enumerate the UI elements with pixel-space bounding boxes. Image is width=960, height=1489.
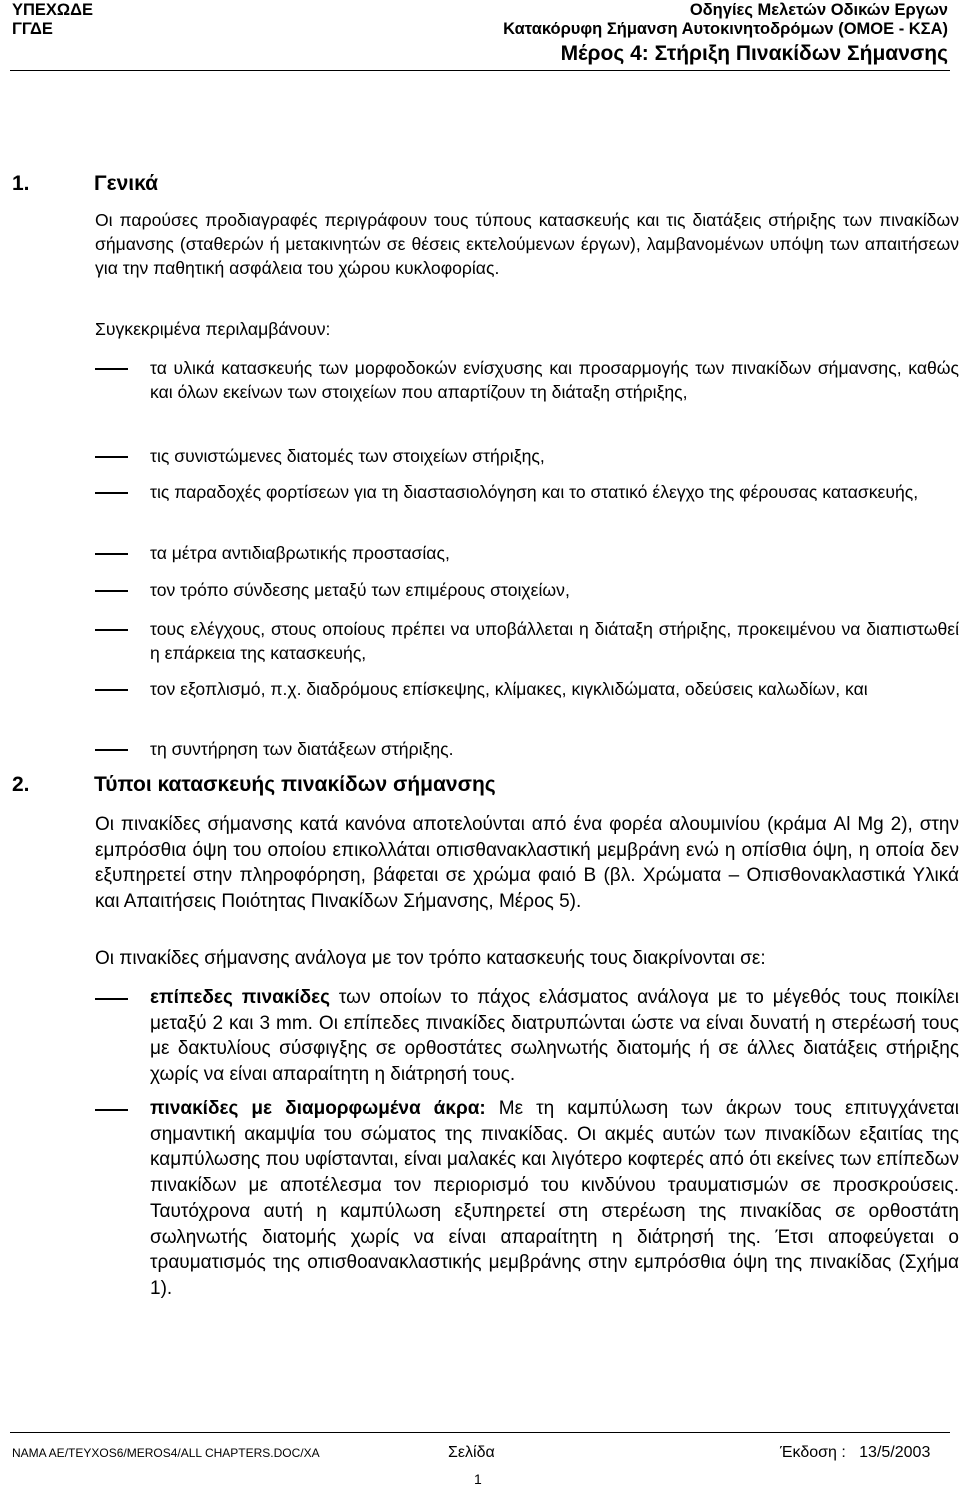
list-item-text: τη συντήρηση των διατάξεων στήριξης. xyxy=(150,739,454,759)
dash-bullet xyxy=(95,456,128,458)
list-item xyxy=(95,356,959,404)
footer-page-label: Σελίδα xyxy=(448,1444,495,1461)
dash-bullet xyxy=(95,492,128,494)
header-subtitle: Κατακόρυφη Σήμανση Αυτοκινητοδρόμων (ΟΜΟΕ - ΚΣΑ) xyxy=(503,20,948,38)
list-item-description: των οποίων το πάχος ελάσματος ανάλογα με το μέγεθός τους ποικίλει μεταξύ 2 και 3 mm. Οι επίπεδες πινακίδες διατρυπώνται ώστε να είναι δυνατή η στερέωσή τους με δακτυλίους σύσφιγξης σε ορθοστάτες σωληνωτής διατομής ή σε άλλες διατάξεις στήριξης χωρίς να είναι απαραίτητη η διάτρησή τους. xyxy=(150,987,959,1086)
dash-bullet xyxy=(95,998,128,1000)
list-item-text: τα υλικά κατασκευής των μορφοδοκών ενίσχυσης και προσαρμογής των πινακίδων σήμανσης, καθώς και όλων εκείνων των στοιχείων που απαρτίζουν τη διάταξη στήριξης, xyxy=(150,358,959,403)
list-item-text: τον τρόπο σύνδεσης μεταξύ των επιμέρους στοιχείων, xyxy=(150,580,570,600)
list-item xyxy=(95,480,959,504)
list-item-text: τον εξοπλισμό, π.χ. διαδρόμους επίσκεψης, κλίμακες, κιγκλιδώματα, οδεύσεις καλωδίων, και xyxy=(150,679,868,699)
list-item xyxy=(95,985,959,1088)
list-item-text: τις παραδοχές φορτίσεων για τη διαστασιολόγηση και το στατικό έλεγχο της φέρουσας κατασκευής, xyxy=(150,482,919,502)
list-item xyxy=(95,578,959,602)
header-part-title: Μέρος 4: Στήριξη Πινακίδων Σήμανσης xyxy=(560,42,948,65)
list-item-text: τις συνιστώμενες διατομές των στοιχείων στήριξης, xyxy=(150,446,545,466)
list-item-term: πινακίδες με διαμορφωμένα άκρα: xyxy=(150,1098,486,1119)
footer-divider xyxy=(10,1432,950,1433)
list-item-text xyxy=(150,985,959,1088)
section-1-title: Γενικά xyxy=(94,172,159,195)
header-divider xyxy=(10,70,950,71)
list-item-description: Με τη καμπύλωση των άκρων τους επιτυγχάνεται σημαντική ακαμψία του σώματος της πινακίδας. Οι ακμές αυτών των πινακίδων εξαιτίας της καμπύλωσης που υφίστανται, είναι μαλακές και λιγότερο κοφτερές από ότι εκείνες των επίπεδων πινακίδων με αποτέλεσμα τον περιορισμό του κινδύνου τραυματισμών σε προσκρούσεις. Ταυτόχρονα αυτή η καμπύλωση εξυπηρετεί στη στερέωση της πινακίδας σε ορθοστάτη σωληνωτής διατομής χωρίς να είναι απαραίτητη η διάτρησή της. Έτσι αποφεύγεται ο τραυματισμός της οπισθοανακλαστικής μεμβράνης στην εμπρόσθια όψη της πινακίδας (Σχήμα 1). xyxy=(150,1098,959,1299)
header-organization: ΥΠΕΧΩΔΕ xyxy=(12,1,94,19)
dash-bullet xyxy=(95,689,128,691)
section-2-title: Τύποι κατασκευής πινακίδων σήμανσης xyxy=(94,773,496,796)
header-department: ΓΓΔΕ xyxy=(12,20,53,38)
section-2-number: 2. xyxy=(12,773,30,796)
list-item xyxy=(95,617,959,665)
section-1-intro: Οι παρούσες προδιαγραφές περιγράφουν τους τύπους κατασκευής και τις διατάξεις στήριξης των πινακίδων σήμανσης (σταθερών ή μετακινητών σε θέσεις εκτελούμενων έργων), λαμβανομένων υπόψη των απαιτήσεων για την παθητική ασφάλεια του χώρου κυκλοφορίας. xyxy=(95,210,959,279)
list-item-text: τους ελέγχους, στους οποίους πρέπει να υποβάλλεται η διάταξη στήριξης, προκειμένου να διαπιστωθεί η επάρκεια της κατασκευής, xyxy=(150,619,959,664)
list-item xyxy=(95,541,959,565)
list-item xyxy=(95,737,959,761)
footer-page-number: 1 xyxy=(474,1471,482,1487)
list-item-text: τα μέτρα αντιδιαβρωτικής προστασίας, xyxy=(150,543,450,563)
list-item-term: επίπεδες πινακίδες xyxy=(150,987,331,1008)
list-item xyxy=(95,1096,959,1302)
dash-bullet xyxy=(95,368,128,370)
list-item-text xyxy=(150,1096,959,1302)
dash-bullet xyxy=(95,553,128,555)
section-1-lead: Συγκεκριμένα περιλαμβάνουν: xyxy=(95,319,331,339)
section-2-paragraph: Οι πινακίδες σήμανσης κατά κανόνα αποτελούνται από ένα φορέα αλουμινίου (κράμα Al Mg 2), στην εμπρόσθια όψη του οποίου επικολλάται οπισθανακλαστική μεμβράνη ενώ η οπίσθια όψη, η οποία δεν εξυπηρετεί στην πληροφόρηση, βάφεται σε χρώμα φαιό Β (βλ. Χρώματα – Οπισθονακλαστικά Υλικά και Απαιτήσεις Ποιότητας Πινακίδων Σήμανσης, Μέρος 5). xyxy=(95,814,959,913)
footer-edition: Έκδοση : 13/5/2003 xyxy=(780,1444,931,1461)
list-item xyxy=(95,444,959,468)
footer-file-path: NAMA AE/TEYXOS6/MEROS4/ALL CHAPTERS.DOC/XA xyxy=(12,1446,320,1460)
list-item xyxy=(95,677,959,701)
header-title: Οδηγίες Μελετών Οδικών Εργων xyxy=(689,1,948,19)
section-1-number: 1. xyxy=(12,172,30,195)
dash-bullet xyxy=(95,590,128,592)
section-1-heading xyxy=(12,171,158,197)
section-2-heading xyxy=(12,772,496,798)
section-2-lead: Οι πινακίδες σήμανσης ανάλογα με τον τρόπο κατασκευής τους διακρίνονται σε: xyxy=(95,948,766,969)
dash-bullet xyxy=(95,749,128,751)
dash-bullet xyxy=(95,629,128,631)
dash-bullet xyxy=(95,1109,128,1111)
